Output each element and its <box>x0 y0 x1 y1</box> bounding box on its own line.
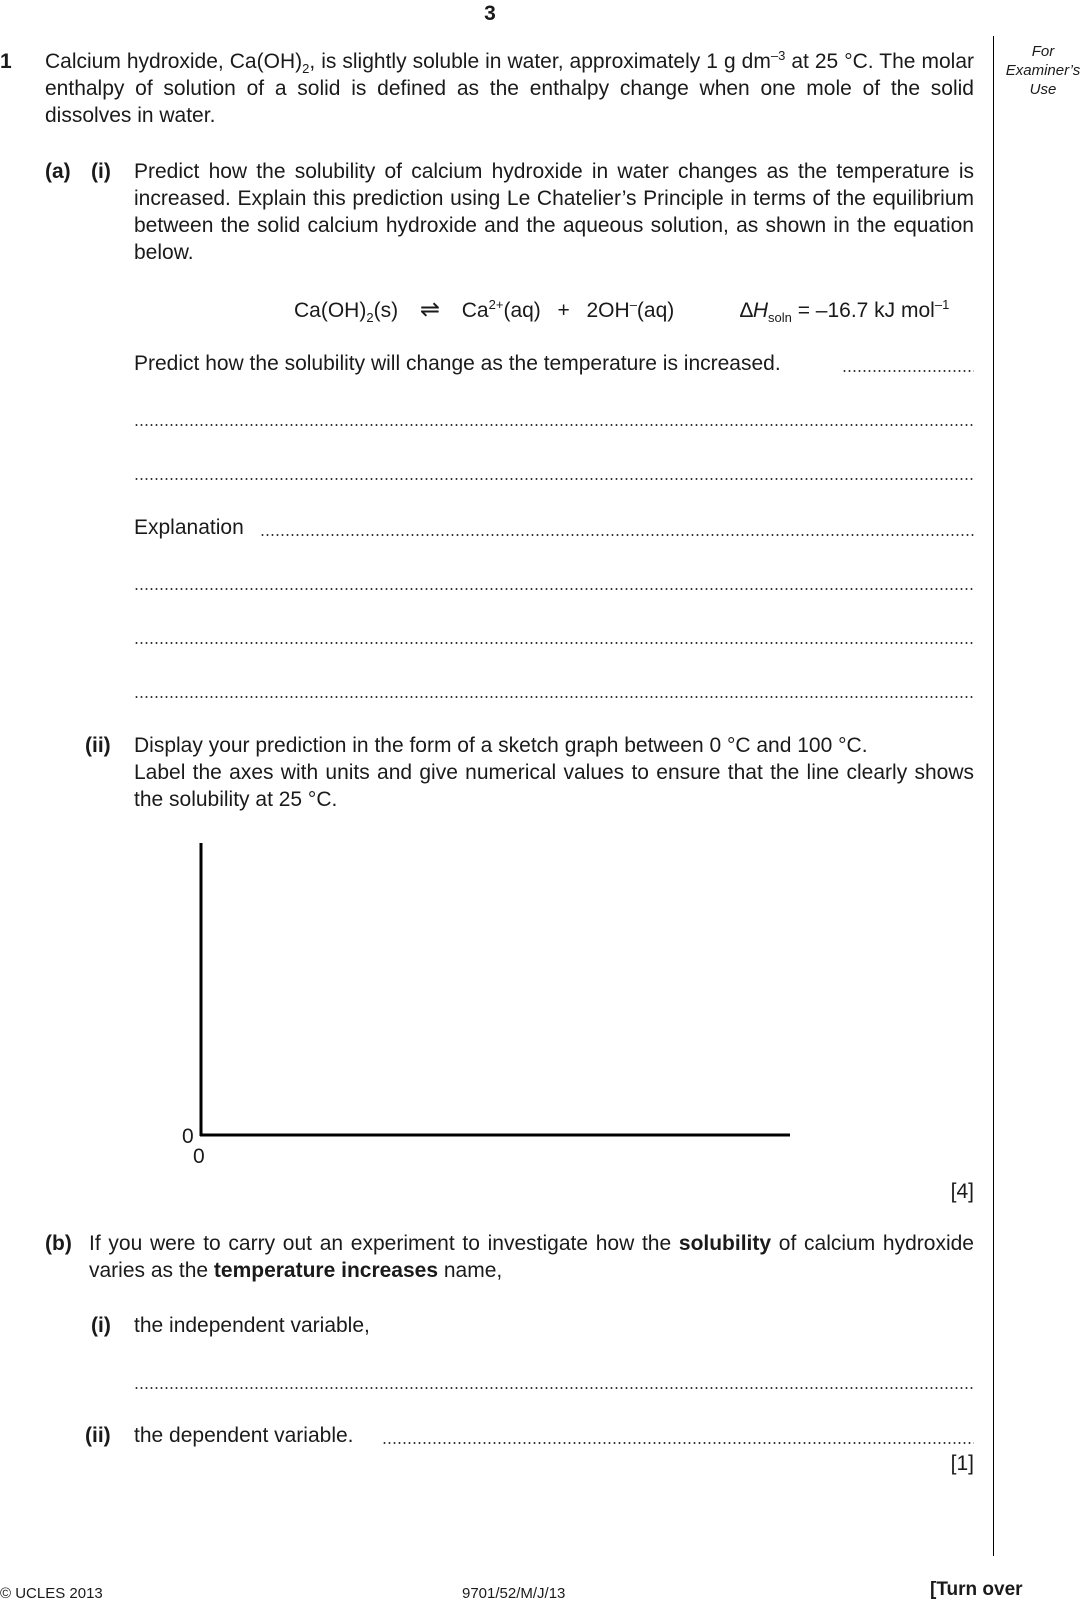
answer-line[interactable] <box>260 534 974 536</box>
sketch-graph-area[interactable] <box>170 835 800 1165</box>
intro-subscript: 2 <box>302 61 310 77</box>
margin-label-line-3: Use <box>1029 81 1057 98</box>
answer-line[interactable] <box>382 1442 974 1444</box>
part-b-i-text: the independent variable, <box>134 1314 370 1337</box>
part-b-text <box>89 1230 974 1284</box>
part-b-text-1: If you were to carry out an experiment to investigate how the <box>89 1232 679 1255</box>
answer-line[interactable] <box>134 478 974 480</box>
copyright: © UCLES 2013 <box>0 1585 103 1602</box>
intro-superscript: –3 <box>770 48 786 63</box>
part-a-i-text: Predict how the solubility of calcium hydroxide in water changes as the temperature is increased. Explain this prediction using Le Chatelier’s Principle in terms of the equilibrium between the solid calcium hydroxide and the aqueous solution, as shown in the equation below. <box>134 160 974 264</box>
equation-lhs-state: (s) <box>373 299 399 322</box>
equation-calcium-state: (aq) <box>503 299 541 322</box>
answer-line[interactable] <box>842 370 974 372</box>
equation-plus: + <box>557 299 570 322</box>
page-number: 3 <box>484 2 496 25</box>
part-b-bold-temperature: temperature increases <box>213 1259 439 1282</box>
intro-text-a: Calcium hydroxide, Ca(OH) <box>45 50 303 73</box>
delta-symbol: ∆ <box>739 299 753 322</box>
enthalpy-subscript: soln <box>768 310 792 326</box>
question-intro <box>45 48 974 129</box>
part-b-ii-label: (ii) <box>85 1424 111 1447</box>
examiner-margin-rule <box>993 36 994 1556</box>
margin-label-line-2: Examiner’s <box>1005 62 1081 79</box>
predict-prompt: Predict how the solubility will change as the temperature is increased. <box>134 352 781 375</box>
equation-hydroxide: 2OH <box>586 299 630 322</box>
paper-code: 9701/52/M/J/13 <box>462 1585 566 1602</box>
part-a-ii-text-line-2: Label the axes with units and give numerical values to ensure that the line clearly shows the solubility at 25 °C. <box>134 761 974 811</box>
part-a-ii-text-line-1: Display your prediction in the form of a sketch graph between 0 °C and 100 °C. <box>134 734 868 757</box>
y-axis-origin-label: 0 <box>182 1125 194 1148</box>
turn-over-label: [Turn over <box>930 1579 1023 1600</box>
enthalpy-unit-superscript: –1 <box>934 297 950 312</box>
question-number: 1 <box>0 50 12 73</box>
answer-line[interactable] <box>134 588 974 590</box>
part-b-text-3: name, <box>438 1259 503 1282</box>
equilibrium-equation <box>294 296 949 324</box>
marks-part-a: [4] <box>950 1180 974 1203</box>
part-b-text-2: of calcium hydroxide varies as the <box>89 1232 974 1282</box>
enthalpy-value: = –16.7 kJ mol <box>791 299 935 322</box>
part-b-label: (b) <box>45 1232 72 1255</box>
part-b-ii-text: the dependent variable. <box>134 1424 354 1447</box>
examiner-use-label <box>998 42 1088 99</box>
explanation-label: Explanation <box>134 516 244 539</box>
marks-part-b: [1] <box>950 1452 974 1475</box>
answer-line[interactable] <box>134 696 974 698</box>
equation-hydroxide-state: (aq) <box>636 299 675 322</box>
intro-text-b: , is slightly soluble in water, approximately 1 g dm <box>309 50 771 73</box>
intro-text-c: at 25 °C. The molar enthalpy of solution of a solid is defined as the enthalpy change when one mole of the solid dissolves in water. <box>45 50 974 127</box>
equation-calcium-charge: 2+ <box>488 297 504 312</box>
equation-calcium: Ca <box>461 299 489 322</box>
x-axis-origin-label: 0 <box>193 1145 205 1168</box>
equation-lhs: Ca(OH) <box>294 299 367 322</box>
part-a-label: (a) <box>45 160 71 183</box>
equation-lhs-subscript: 2 <box>366 310 374 326</box>
part-b-i-label: (i) <box>91 1314 111 1337</box>
part-b-bold-solubility: solubility <box>678 1232 772 1255</box>
answer-line[interactable] <box>134 642 974 644</box>
part-a-i-label: (i) <box>91 160 111 183</box>
part-a-ii-label: (ii) <box>85 734 111 757</box>
margin-label-line-1: For <box>1031 43 1055 60</box>
answer-line[interactable] <box>134 1387 974 1389</box>
answer-line[interactable] <box>134 424 974 426</box>
part-a-ii-text <box>134 732 974 813</box>
enthalpy-symbol: H <box>752 299 768 322</box>
equation-hydroxide-charge: – <box>629 297 637 312</box>
equilibrium-arrow-icon: ⇌ <box>419 296 440 323</box>
